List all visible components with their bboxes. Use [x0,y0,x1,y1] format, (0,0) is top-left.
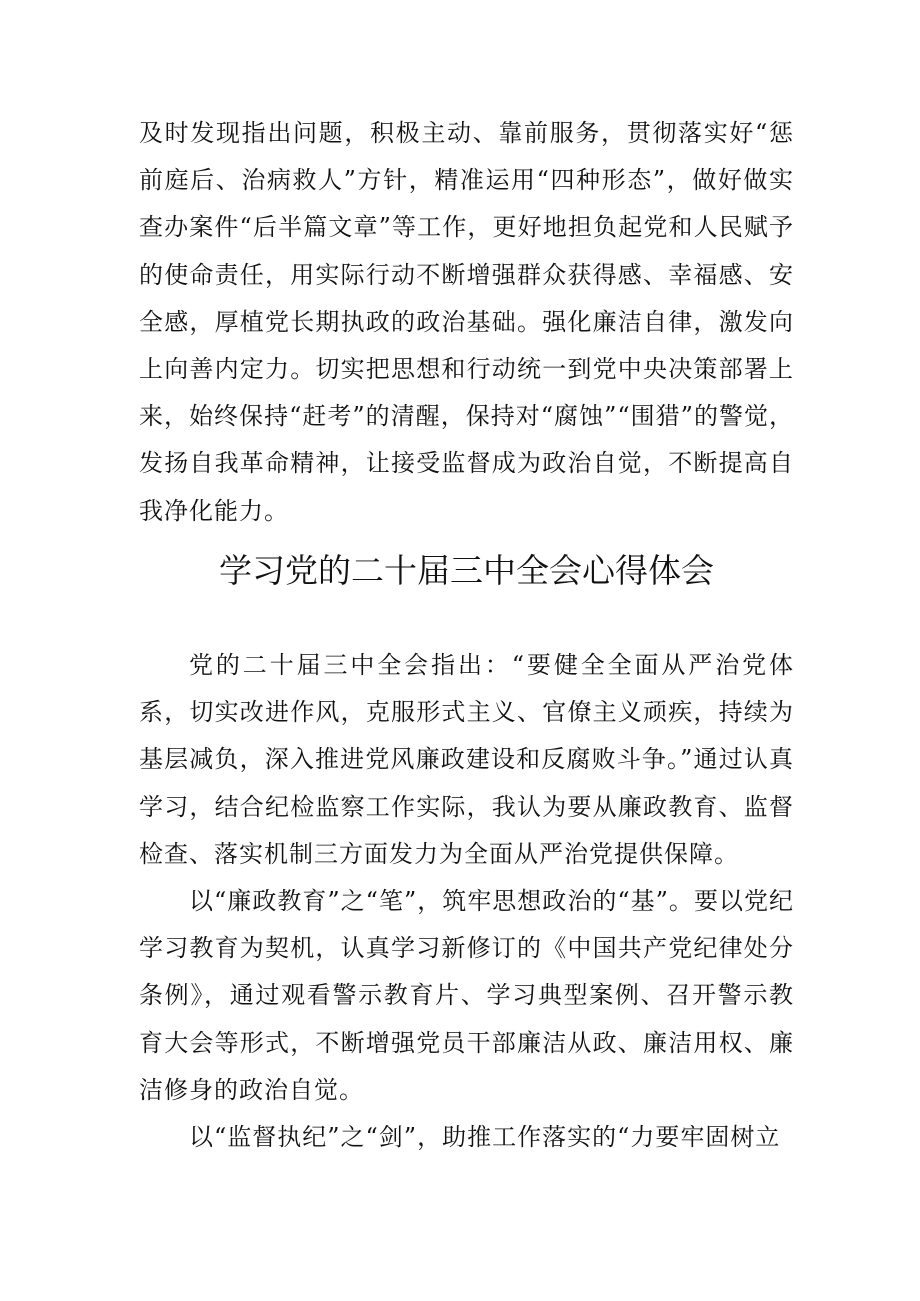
body-paragraph-3: 以“监督执纪”之“剑”，助推工作落实的“力要牢固树立 [189,1123,781,1152]
document-title: 学习党的二十届三中全会心得体会 [219,551,714,590]
body-paragraph-2: 以“廉政教育”之“笔”，筑牢思想政治的“基”。要以党纪学习教育为契机，认真学习新修订的《中国共产党纪律处分条例》，通过观看警示教育片、学习典型案例、召开警示教育大会等形式，不断增强党员干部廉洁从政、廉洁用权、廉洁修身的政治自觉。 [139,887,794,1104]
body-section [139,642,794,1161]
title-section [139,546,794,596]
body-paragraph-1: 党的二十届三中全会指出：“要健全全面从严治党体系，切实改进作风，克服形式主义、官僚主义顽疾，持续为基层减负，深入推进党风廉政建设和反腐败斗争。”通过认真学习，结合纪检监察工作实际，我认为要从廉政教育、监督检查、落实机制三方面发力为全面从严治党提供保障。 [139,651,794,868]
continuation-section [139,110,794,535]
continuation-paragraph: 及时发现指出问题，积极主动、靠前服务，贯彻落实好“惩前庭后、治病救人”方针，精准运用“四种形态”，做好做实查办案件“后半篇文章”等工作，更好地担负起党和人民赋予的使命责任，用实际行动不断增强群众获得感、幸福感、安全感，厚植党长期执政的政治基础。强化廉洁自律，激发向上向善内定力。切实把思想和行动统一到党中央决策部署上来，始终保持“赶考”的清醒，保持对“腐蚀”“围猎”的警觉，发扬自我革命精神，让接受监督成为政治自觉，不断提高自我净化能力。 [139,119,794,525]
